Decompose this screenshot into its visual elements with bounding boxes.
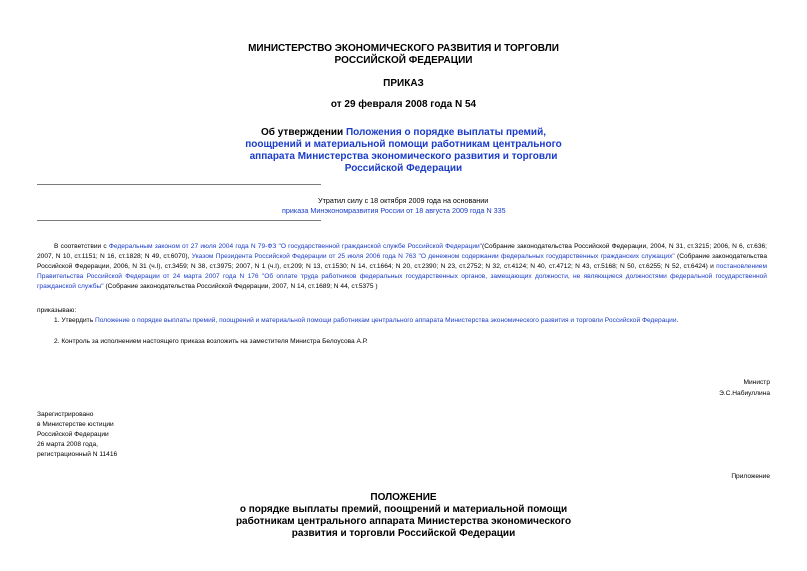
ministry-line-2: РОССИЙСКОЙ ФЕДЕРАЦИИ	[334, 55, 473, 66]
regulation-line-2: работникам центрального аппарата Министерства экономического	[235, 516, 572, 527]
document-type: ПРИКАЗ	[383, 78, 424, 89]
preamble-link-resolution[interactable]: постановлением Правительства Российской Федерации от 24 марта 2007 года N 176 "Об оплате труда работников федеральных государственных органов, замещающих должности, не являющиеся должностями федеральной государственной гражданской службы"	[37, 263, 767, 290]
preamble-text-3: (Собрание законодательства Российской Федерации, 2006, N 31 (ч.I), ст.3459; N 38, ст.3975; 2007, N 1 (ч.I), ст.209; N 13, ст.1530; N 14, ст.1664; N 20, ст.2390; N 23, ст.2752; N 32, ст.4124; N 40, ст.4712; N 43, ст.5168; N 50, ст.6255; N 52, ст.6424) и	[37, 253, 767, 270]
divider-bottom	[37, 220, 321, 221]
divider-top	[37, 184, 321, 185]
registration-line-1: Зарегистрировано	[37, 411, 94, 418]
regulation-title: ПОЛОЖЕНИЕ	[370, 492, 437, 503]
item-1-suffix: .	[676, 317, 679, 324]
order-word: приказываю:	[37, 307, 77, 314]
document-date-number: от 29 февраля 2008 года N 54	[330, 99, 477, 110]
status-link[interactable]: приказа Минэкономразвития России от 18 августа 2009 года N 335	[282, 206, 506, 215]
subject-line-2[interactable]: поощрений и материальной помощи работникам центрального	[245, 139, 562, 150]
subject-line-3[interactable]: аппарата Министерства экономического развития и торговли	[249, 151, 558, 162]
preamble-text-2: (Собрание законодательства Российской Федерации, 2004, N 31, ст.3215; 2006, N 6, ст.636; 2007, N 10, ст.1151; N 16, ст.1828; N 49, ст.6070),	[37, 243, 768, 260]
preamble-text-4: (Собрание законодательства Российской Федерации, 2007, N 14, ст.1689; N 44, ст.5375 )	[103, 283, 378, 290]
registration-line-3: Российской Федерации	[37, 431, 109, 438]
item-1-link[interactable]: Положение о порядке выплаты премий, поощрений и материальной помощи работникам центрального аппарата Министерства экономического развития и торговли Российской Федерации	[94, 317, 677, 324]
ministry-line-1: МИНИСТЕРСТВО ЭКОНОМИЧЕСКОГО РАЗВИТИЯ И ТОРГОВЛИ	[248, 43, 559, 54]
signature-name: Э.С.Набиуллина	[719, 390, 770, 397]
item-1-prefix: 1. Утвердить	[54, 317, 95, 324]
subject-link[interactable]: Положения о порядке выплаты премий,	[345, 127, 546, 138]
subject-line-1	[0, 127, 807, 139]
preamble-text-1: В соответствии с	[54, 243, 109, 250]
registration-line-4: 26 марта 2008 года,	[37, 441, 98, 448]
registration-line-2: в Министерстве юстиции	[37, 421, 114, 428]
regulation-line-1: о порядке выплаты премий, поощрений и материальной помощи	[239, 504, 568, 515]
item-2: 2. Контроль за исполнением настоящего приказа возложить на заместителя Министра Белоусова А.Р.	[54, 338, 368, 345]
appendix-label: Приложение	[731, 473, 770, 480]
signature-title: Министр	[743, 379, 770, 386]
subject-line-4[interactable]: Российской Федерации	[344, 163, 463, 174]
status-text: Утратил силу с 18 октября 2009 года на основании	[318, 196, 489, 205]
subject-prefix: Об утверждении	[261, 127, 346, 138]
preamble-link-federal-law[interactable]: Федеральным законом от 27 июля 2004 года N 79-ФЗ "О государственной гражданской службе Российской Федерации"	[108, 243, 483, 250]
regulation-line-3: развития и торговли Российской Федерации	[291, 528, 516, 539]
registration-line-5: регистрационный N 11416	[37, 451, 118, 458]
preamble-paragraph	[37, 242, 767, 292]
preamble-link-decree[interactable]: Указом Президента Российской Федерации от 25 июля 2006 года N 763 "О денежном содержании федеральных государственных гражданских служащих"	[191, 253, 675, 260]
item-1	[54, 316, 774, 326]
